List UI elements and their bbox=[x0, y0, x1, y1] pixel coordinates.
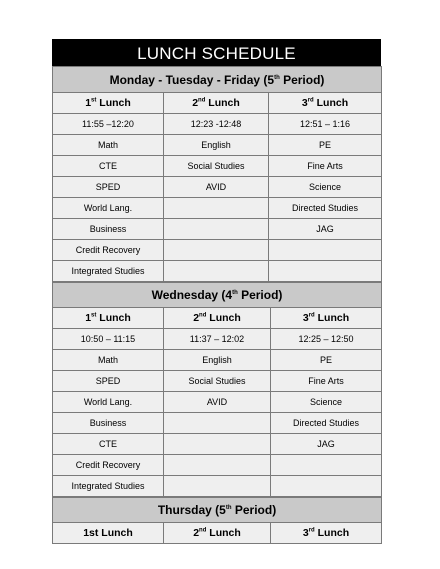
section-heading-row bbox=[53, 498, 382, 523]
lunch-3-header: 3rd Lunch bbox=[269, 93, 382, 114]
lunch-1-cell: 11:55 –12:20 bbox=[53, 114, 164, 135]
lunch-2-header: 2nd Lunch bbox=[164, 93, 269, 114]
table-row bbox=[53, 413, 382, 434]
table-row bbox=[53, 329, 382, 350]
page-title: LUNCH SCHEDULE bbox=[52, 39, 381, 66]
lunch-1-cell: SPED bbox=[53, 371, 164, 392]
lunch-1-cell: 10:50 – 11:15 bbox=[53, 329, 164, 350]
lunch-2-cell bbox=[164, 261, 269, 282]
lunch-2-cell bbox=[164, 476, 271, 497]
lunch-2-cell bbox=[164, 219, 269, 240]
lunch-3-cell bbox=[271, 455, 382, 476]
lunch-2-cell: Social Studies bbox=[164, 371, 271, 392]
lunch-3-cell: Directed Studies bbox=[269, 198, 382, 219]
section-heading: Monday - Tuesday - Friday (5th Period) bbox=[53, 67, 382, 93]
schedule-table-wednesday bbox=[52, 282, 382, 497]
table-row bbox=[53, 392, 382, 413]
schedule-table-thursday bbox=[52, 497, 382, 544]
lunch-3-cell: PE bbox=[269, 135, 382, 156]
lunch-2-cell: English bbox=[164, 350, 271, 371]
table-row bbox=[53, 240, 382, 261]
lunch-2-header: 2nd Lunch bbox=[164, 523, 271, 544]
section-heading: Thursday (5th Period) bbox=[53, 498, 382, 523]
lunch-2-cell: Social Studies bbox=[164, 156, 269, 177]
table-row bbox=[53, 219, 382, 240]
lunch-1-cell: SPED bbox=[53, 177, 164, 198]
lunch-1-header: 1st Lunch bbox=[53, 523, 164, 544]
lunch-3-cell: Science bbox=[269, 177, 382, 198]
lunch-1-cell: World Lang. bbox=[53, 198, 164, 219]
section-heading-row bbox=[53, 67, 382, 93]
lunch-2-cell bbox=[164, 434, 271, 455]
lunch-2-cell bbox=[164, 413, 271, 434]
lunch-2-cell: English bbox=[164, 135, 269, 156]
lunch-3-cell: 12:51 – 1:16 bbox=[269, 114, 382, 135]
lunch-3-cell bbox=[269, 261, 382, 282]
table-row bbox=[53, 434, 382, 455]
lunch-2-cell: 12:23 -12:48 bbox=[164, 114, 269, 135]
lunch-2-cell bbox=[164, 455, 271, 476]
lunch-2-cell bbox=[164, 198, 269, 219]
section-heading: Wednesday (4th Period) bbox=[53, 283, 382, 308]
lunch-3-cell bbox=[271, 476, 382, 497]
table-row bbox=[53, 371, 382, 392]
lunch-1-cell: Math bbox=[53, 135, 164, 156]
lunch-2-cell: AVID bbox=[164, 392, 271, 413]
lunch-2-cell: AVID bbox=[164, 177, 269, 198]
lunch-3-cell: Directed Studies bbox=[271, 413, 382, 434]
table-row bbox=[53, 198, 382, 219]
section-rows bbox=[53, 329, 382, 497]
lunch-1-cell: Business bbox=[53, 413, 164, 434]
table-row bbox=[53, 476, 382, 497]
lunch-header-row bbox=[53, 93, 382, 114]
section-rows bbox=[53, 114, 382, 282]
lunch-3-header: 3rd Lunch bbox=[271, 523, 382, 544]
lunch-1-cell: CTE bbox=[53, 434, 164, 455]
lunch-1-cell: Credit Recovery bbox=[53, 455, 164, 476]
lunch-1-cell: CTE bbox=[53, 156, 164, 177]
lunch-3-cell: PE bbox=[271, 350, 382, 371]
lunch-header-row bbox=[53, 308, 382, 329]
lunch-1-header: 1st Lunch bbox=[53, 93, 164, 114]
lunch-1-cell: Math bbox=[53, 350, 164, 371]
lunch-3-cell: Fine Arts bbox=[271, 371, 382, 392]
lunch-1-header: 1st Lunch bbox=[53, 308, 164, 329]
section-heading-row bbox=[53, 283, 382, 308]
lunch-1-cell: Credit Recovery bbox=[53, 240, 164, 261]
table-row bbox=[53, 135, 382, 156]
lunch-3-cell: JAG bbox=[271, 434, 382, 455]
lunch-1-cell: Integrated Studies bbox=[53, 476, 164, 497]
table-row bbox=[53, 177, 382, 198]
lunch-2-cell bbox=[164, 240, 269, 261]
lunch-2-cell: 11:37 – 12:02 bbox=[164, 329, 271, 350]
lunch-header-row bbox=[53, 523, 382, 544]
lunch-3-cell bbox=[269, 240, 382, 261]
schedule-table-mon-tue-fri bbox=[52, 66, 382, 282]
table-row bbox=[53, 261, 382, 282]
lunch-1-cell: Business bbox=[53, 219, 164, 240]
lunch-3-cell: Fine Arts bbox=[269, 156, 382, 177]
table-row bbox=[53, 114, 382, 135]
table-row bbox=[53, 455, 382, 476]
lunch-3-header: 3rd Lunch bbox=[271, 308, 382, 329]
table-row bbox=[53, 156, 382, 177]
lunch-2-header: 2nd Lunch bbox=[164, 308, 271, 329]
lunch-1-cell: World Lang. bbox=[53, 392, 164, 413]
lunch-3-cell: Science bbox=[271, 392, 382, 413]
lunch-3-cell: JAG bbox=[269, 219, 382, 240]
lunch-3-cell: 12:25 – 12:50 bbox=[271, 329, 382, 350]
lunch-schedule-sheet bbox=[52, 39, 381, 544]
table-row bbox=[53, 350, 382, 371]
lunch-1-cell: Integrated Studies bbox=[53, 261, 164, 282]
